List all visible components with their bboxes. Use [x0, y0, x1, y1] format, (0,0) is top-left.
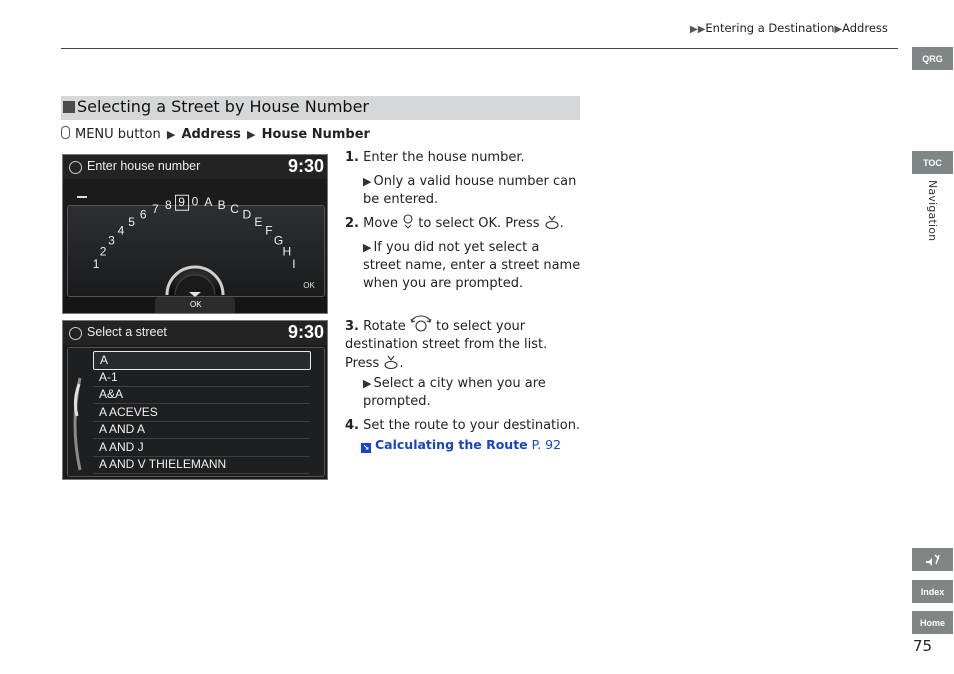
keyboard-key[interactable]: 6: [139, 207, 147, 222]
step-text: Enter the house number.: [363, 150, 525, 165]
home-circle-icon: [69, 327, 82, 340]
breadcrumb-arrow-icon: ▶▶: [690, 24, 706, 35]
keyboard-key[interactable]: B: [217, 197, 226, 212]
step-3: [345, 315, 560, 373]
screen-enter-house-number: [62, 154, 328, 314]
breadcrumb-arrow-icon: ▶: [834, 24, 843, 35]
side-tab-index[interactable]: Index: [912, 580, 953, 603]
menu-path-menu: MENU button: [75, 127, 161, 142]
joystick-move-icon: [402, 214, 414, 230]
enter-press-icon: [383, 354, 399, 370]
street-list-item[interactable]: A: [93, 351, 311, 370]
screen-title: Enter house number: [87, 159, 201, 173]
voice-command-icon: [924, 552, 942, 568]
keyboard-ok-key[interactable]: OK: [303, 281, 315, 290]
note-text: Only a valid house number can be entered.: [363, 174, 577, 207]
link-arrow-icon: ↘: [362, 443, 370, 452]
note-arrow-icon: ▶: [363, 241, 372, 254]
screen-topbar: [63, 321, 327, 345]
street-list-item[interactable]: A AND V THIELEMANN: [93, 456, 309, 474]
keyboard-key[interactable]: 7: [152, 201, 159, 216]
breadcrumb-item-address[interactable]: Address: [842, 21, 888, 35]
step-3-note: [363, 375, 563, 411]
breadcrumb-item-destination[interactable]: Entering a Destination: [705, 21, 835, 35]
footer-ok-label[interactable]: OK: [190, 300, 202, 309]
street-list-item[interactable]: A AND J: [93, 439, 309, 457]
keyboard-key[interactable]: 4: [117, 223, 125, 238]
note-text: Select a city when you are prompted.: [363, 376, 546, 409]
step-text-a: Rotate: [363, 319, 406, 334]
step-text-c: .: [399, 356, 404, 371]
step-number: 4.: [345, 418, 359, 433]
step-ok-label: OK: [478, 216, 497, 231]
keyboard-key[interactable]: I: [292, 256, 296, 271]
screen-select-street: [62, 320, 328, 480]
header-divider: [61, 48, 898, 49]
menu-path-house-number: House Number: [261, 127, 370, 142]
cross-reference[interactable]: [361, 437, 561, 453]
step-1-note: [363, 173, 578, 209]
keyboard-key[interactable]: H: [282, 244, 292, 259]
street-list-item[interactable]: A-1: [93, 369, 309, 387]
section-header: [61, 96, 580, 120]
keyboard-key[interactable]: A: [204, 195, 213, 210]
screen-clock: 9:30: [287, 156, 324, 176]
step-number: 1.: [345, 150, 359, 165]
scroll-arc-indicator[interactable]: [72, 376, 82, 472]
step-2-note: [363, 239, 581, 293]
section-title: Selecting a Street by House Number: [77, 97, 369, 116]
dial-keyboard[interactable]: [63, 155, 327, 313]
note-text: If you did not yet select a street name, enter a street name when you are prompted.: [363, 240, 581, 291]
enter-press-icon: [544, 214, 560, 230]
menu-path-address: Address: [181, 127, 241, 142]
step-4: [345, 417, 585, 435]
keyboard-key[interactable]: G: [273, 233, 284, 248]
menu-path: [61, 126, 370, 142]
step-text: Set the route to your destination.: [363, 418, 581, 433]
rotate-knob-icon: [410, 315, 432, 333]
keyboard-key[interactable]: 8: [164, 197, 172, 212]
side-section-label: Navigation: [926, 180, 939, 242]
screen-clock: 9:30: [287, 322, 324, 342]
step-number: 3.: [345, 319, 359, 334]
step-2: [345, 214, 585, 233]
keyboard-key[interactable]: E: [254, 215, 263, 230]
street-list-item[interactable]: A&A: [93, 386, 309, 404]
xref-page[interactable]: P. 92: [531, 437, 562, 452]
xref-link[interactable]: Calculating the Route: [375, 437, 528, 452]
keyboard-key[interactable]: 3: [108, 233, 115, 248]
page-number: 75: [913, 637, 933, 655]
keyboard-key[interactable]: C: [230, 201, 239, 216]
step-text-a: Move: [363, 216, 398, 231]
keyboard-key[interactable]: F: [265, 223, 273, 238]
street-list-item[interactable]: A ACEVES: [93, 404, 309, 422]
path-arrow-icon: ▶: [166, 128, 176, 141]
path-arrow-icon: ▶: [246, 128, 256, 141]
microphone-icon: [61, 126, 70, 139]
breadcrumb: [690, 21, 888, 35]
step-text-b: to select: [418, 216, 475, 231]
side-tab-voice[interactable]: [912, 548, 953, 571]
note-arrow-icon: ▶: [363, 175, 372, 188]
step-number: 2.: [345, 216, 359, 231]
side-tab-home[interactable]: Home: [912, 611, 953, 634]
side-tab-toc[interactable]: TOC: [912, 151, 953, 174]
step-text-d: .: [559, 216, 564, 231]
keyboard-key[interactable]: 2: [99, 244, 107, 259]
keyboard-key[interactable]: 1: [92, 256, 100, 271]
note-arrow-icon: ▶: [363, 377, 372, 390]
step-1: [345, 149, 585, 167]
keyboard-key[interactable]: 0: [191, 194, 199, 209]
keyboard-key[interactable]: 9: [178, 195, 185, 210]
keyboard-key[interactable]: D: [242, 207, 252, 222]
step-text-b: to select your destination street from the list. Press: [345, 319, 548, 371]
section-square-icon: [63, 101, 75, 113]
side-tab-qrg[interactable]: QRG: [912, 47, 953, 70]
screen-title: Select a street: [87, 325, 167, 339]
keyboard-key[interactable]: 5: [128, 215, 135, 230]
street-list-item[interactable]: A AND A: [93, 421, 309, 439]
step-text-c: . Press: [497, 216, 540, 231]
